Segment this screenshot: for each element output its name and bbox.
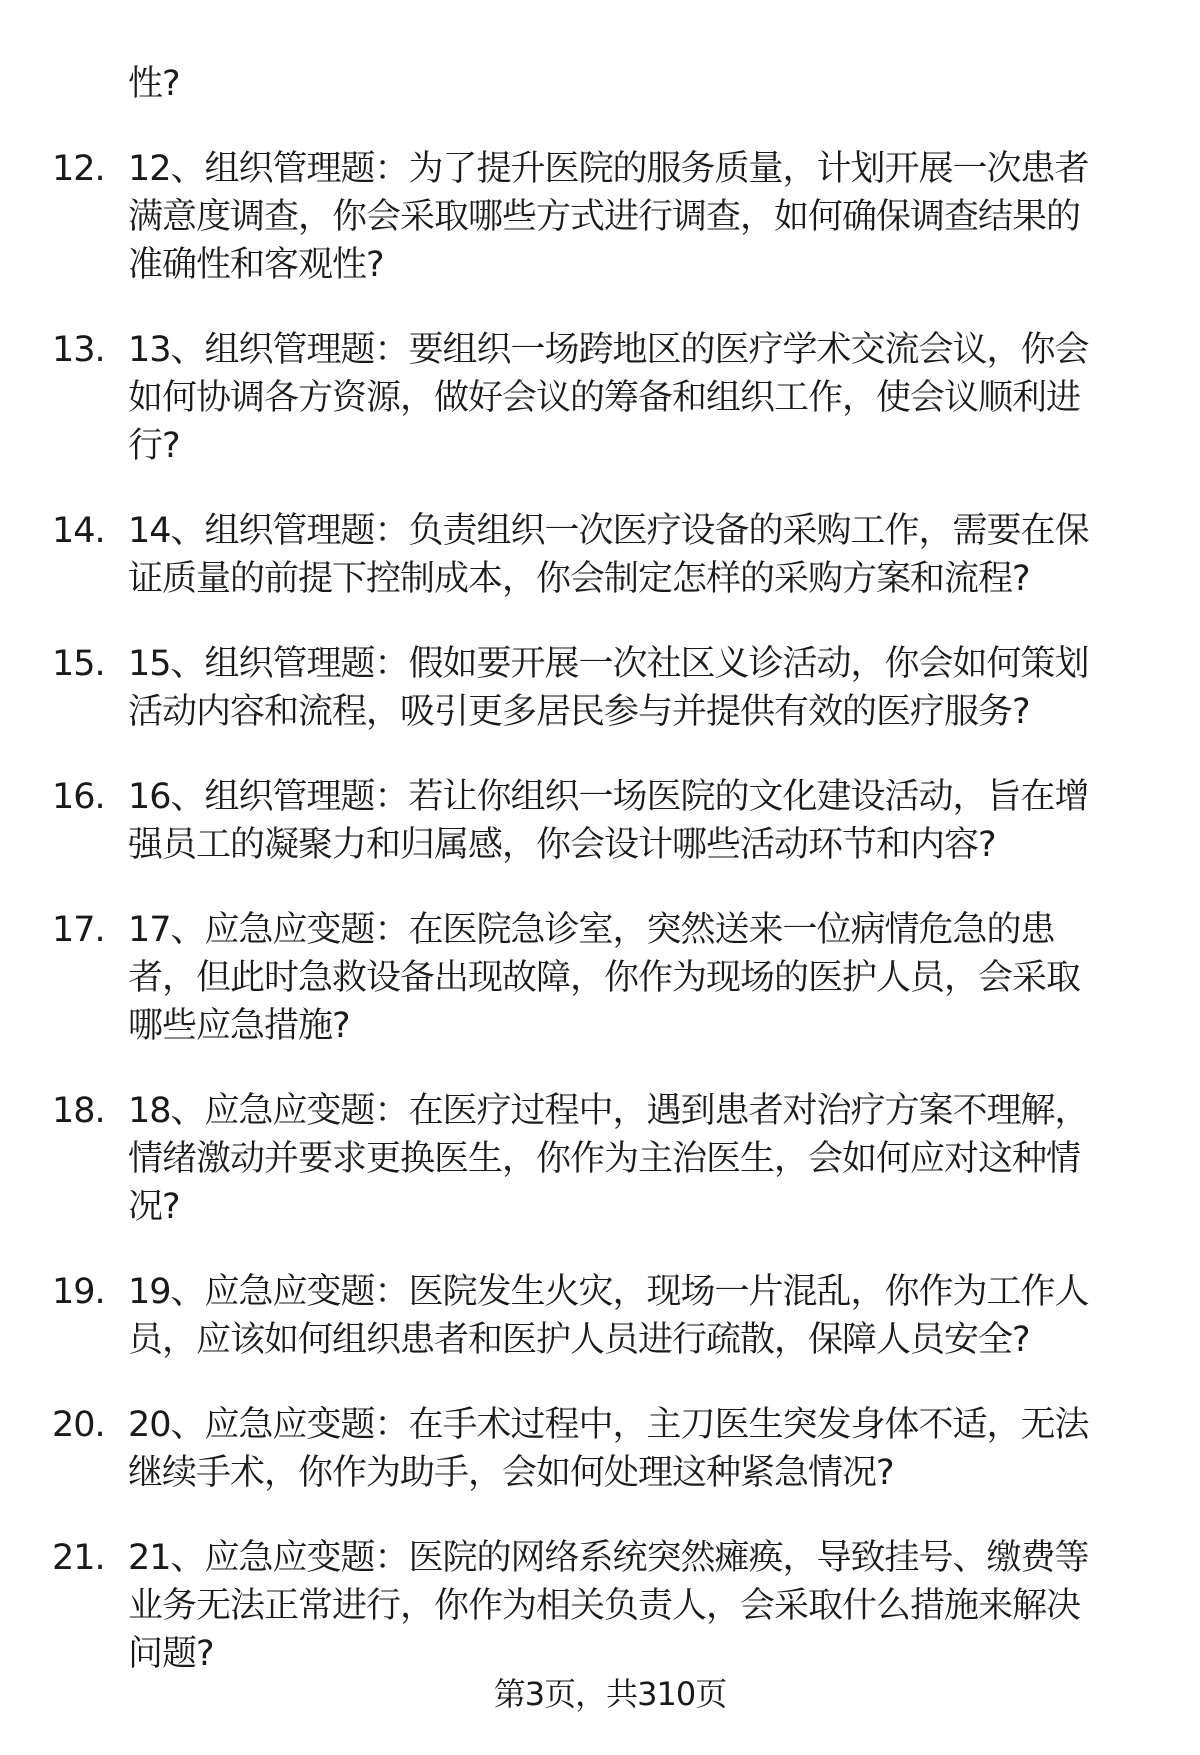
question-text-line: 者，但此时急救设备出现故障，你作为现场的医护人员，会采取 [128, 958, 1081, 998]
question-number: 21. [52, 1538, 105, 1578]
question-text-line: 哪些应急措施? [128, 1006, 350, 1046]
question-text-line: 行? [128, 426, 180, 466]
question-text-line: 16、组织管理题：若让你组织一场医院的文化建设活动，旨在增 [128, 777, 1089, 817]
page-footer: 第3页，共310页 [493, 1675, 727, 1713]
question-text-line: 21、应急应变题：医院的网络系统突然瘫痪，导致挂号、缴费等 [128, 1538, 1089, 1578]
question-text-line: 20、应急应变题：在手术过程中，主刀医生突发身体不适，无法 [128, 1405, 1089, 1445]
question-text-line: 17、应急应变题：在医院急诊室，突然送来一位病情危急的患 [128, 910, 1055, 950]
question-text-line: 准确性和客观性? [128, 245, 384, 285]
question-text-line: 如何协调各方资源，做好会议的筹备和组织工作，使会议顺利进 [128, 378, 1081, 418]
question-text-line: 15、组织管理题：假如要开展一次社区义诊活动，你会如何策划 [128, 644, 1089, 684]
question-text-line: 证质量的前提下控制成本，你会制定怎样的采购方案和流程? [128, 559, 1030, 599]
question-text-line: 满意度调查，你会采取哪些方式进行调查，如何确保调查结果的 [128, 197, 1081, 237]
question-text-line: 活动内容和流程，吸引更多居民参与并提供有效的医疗服务? [128, 692, 1030, 732]
question-text-line: 19、应急应变题：医院发生火灾，现场一片混乱，你作为工作人 [128, 1272, 1089, 1312]
question-text-line: 18、应急应变题：在医疗过程中，遇到患者对治疗方案不理解， [128, 1091, 1089, 1131]
question-number: 19. [52, 1272, 105, 1312]
question-number: 20. [52, 1405, 105, 1445]
question-text-line: 强员工的凝聚力和归属感，你会设计哪些活动环节和内容? [128, 825, 996, 865]
question-text-line: 12、组织管理题：为了提升医院的服务质量，计划开展一次患者 [128, 149, 1089, 189]
question-text-line: 况? [128, 1187, 180, 1227]
question-text-line: 问题? [128, 1634, 214, 1674]
question-text-line: 继续手术，你作为助手，会如何处理这种紧急情况? [128, 1453, 894, 1493]
question-text-line: 员，应该如何组织患者和医护人员进行疏散，保障人员安全? [128, 1320, 1030, 1360]
question-text-line: 业务无法正常进行，你作为相关负责人，会采取什么措施来解决 [128, 1586, 1081, 1626]
question-text-line: 14、组织管理题：负责组织一次医疗设备的采购工作，需要在保 [128, 511, 1089, 551]
question-number: 13. [52, 330, 105, 370]
question-number: 14. [52, 511, 105, 551]
question-number: 18. [52, 1091, 105, 1131]
question-number: 15. [52, 644, 105, 684]
question-number: 17. [52, 910, 105, 950]
question-number: 12. [52, 149, 105, 189]
question-number: 16. [52, 777, 105, 817]
question-text-line: 13、组织管理题：要组织一场跨地区的医疗学术交流会议，你会 [128, 330, 1089, 370]
question-text-line: 情绪激动并要求更换医生，你作为主治医生，会如何应对这种情 [128, 1139, 1081, 1179]
continuation-text: 性? [128, 64, 180, 104]
